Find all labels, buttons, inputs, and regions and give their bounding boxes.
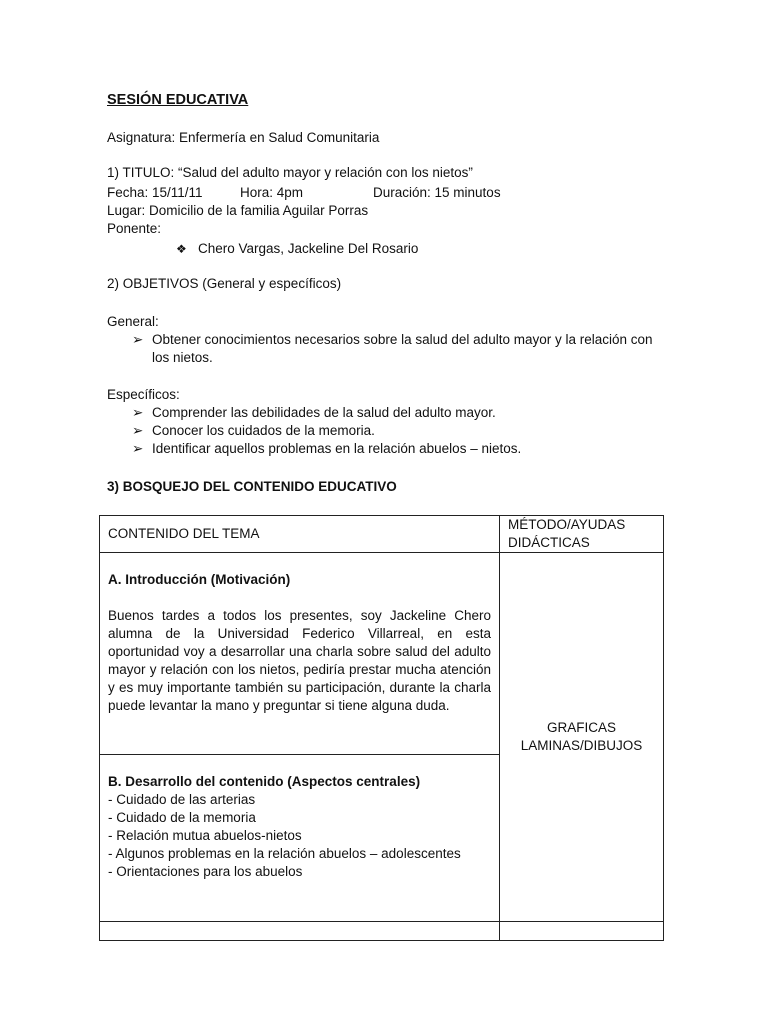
empty-cell — [100, 922, 500, 941]
table-row — [100, 553, 664, 755]
list-item-text: Comprender las debilidades de la salud del adulto mayor. — [152, 405, 496, 420]
development-item: - Algunos problemas en la relación abuelos – adolescentes — [108, 846, 461, 861]
list-item — [128, 440, 668, 458]
arrow-bullet-icon: ➢ — [132, 423, 144, 438]
titulo-label: 1) TITULO: — [107, 165, 175, 180]
general-list — [128, 331, 668, 367]
arrow-bullet-icon: ➢ — [132, 405, 144, 420]
ponente-name: Chero Vargas, Jackeline Del Rosario — [198, 241, 419, 256]
development-cell — [100, 755, 500, 922]
table-header-row — [100, 516, 664, 553]
list-item-text: Conocer los cuidados de la memoria. — [152, 423, 375, 438]
method-cell — [500, 553, 664, 922]
intro-text: Buenos tardes a todos los presentes, soy Jackeline Chero alumna de la Universidad Federico Villarreal, en esta oportunidad voy a desarrollar una charla sobre salud del adulto mayor y relación con los nietos, pediría prestar mucha atención y es muy importante también su participación, durante la charla puede levantar la mano y preguntar si tiene alguna duda. — [108, 608, 491, 713]
list-item-text: Obtener conocimientos necesarios sobre la salud del adulto mayor y la relación con los nietos. — [152, 332, 653, 365]
development-heading: B. Desarrollo del contenido (Aspectos centrales) — [108, 774, 421, 789]
lugar-text: Lugar: Domicilio de la familia Aguilar Porras — [107, 203, 369, 218]
list-item — [128, 404, 668, 422]
ponente-label: Ponente: — [107, 221, 162, 236]
development-item: - Cuidado de la memoria — [108, 810, 256, 825]
list-item — [128, 331, 668, 367]
empty-cell — [500, 922, 664, 941]
development-item: - Relación mutua abuelos-nietos — [108, 828, 302, 843]
arrow-bullet-icon: ➢ — [132, 441, 144, 456]
especificos-label: Específicos: — [107, 387, 180, 402]
duracion-text: Duración: 15 minutos — [373, 185, 501, 200]
general-label: General: — [107, 314, 159, 329]
arrow-bullet-icon: ➢ — [132, 332, 144, 347]
intro-heading: A. Introducción (Motivación) — [108, 572, 291, 587]
document-title: SESIÓN EDUCATIVA — [107, 92, 249, 108]
hora-text: Hora: 4pm — [240, 185, 304, 200]
subject-line: Asignatura: Enfermería en Salud Comunitaria — [107, 130, 380, 145]
development-item: - Orientaciones para los abuelos — [108, 864, 303, 879]
objetivos-heading: 2) OBJETIVOS (General y específicos) — [107, 276, 342, 291]
method-line-2: LAMINAS/DIBUJOS — [520, 738, 643, 753]
development-item: - Cuidado de las arterias — [108, 792, 256, 807]
titulo-line — [107, 164, 473, 182]
table-row-empty — [100, 922, 664, 941]
titulo-value: “Salud del adulto mayor y relación con los nietos” — [174, 165, 473, 180]
bosquejo-heading: 3) BOSQUEJO DEL CONTENIDO EDUCATIVO — [107, 479, 397, 494]
content-outline-table — [99, 515, 664, 941]
list-item — [128, 422, 668, 440]
fecha-text: Fecha: 15/11/11 — [107, 185, 203, 200]
header-cell-contenido: CONTENIDO DEL TEMA — [100, 516, 500, 553]
intro-cell — [100, 553, 500, 755]
method-line-1: GRAFICAS — [546, 720, 616, 735]
header-cell-metodo: MÉTODO/AYUDAS DIDÁCTICAS — [500, 516, 664, 553]
diamond-bullet-icon: ❖ — [176, 242, 187, 256]
especificos-list — [128, 404, 668, 458]
list-item-text: Identificar aquellos problemas en la relación abuelos – nietos. — [152, 441, 522, 456]
